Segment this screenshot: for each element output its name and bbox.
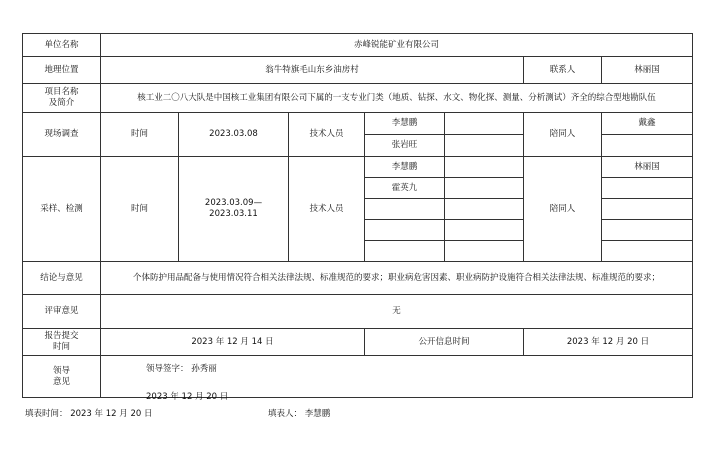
sampling-technician-label: 技术人员 (289, 157, 365, 262)
leader-sign-date: 2023 年 12 月 20 日 (146, 392, 229, 402)
public-info-date: 2023 年 12 月 20 日 (524, 329, 693, 356)
contact-value: 林丽国 (602, 57, 693, 84)
review-value: 无 (101, 295, 693, 329)
conclusion-label: 结论与意见 (23, 262, 101, 295)
leader-opinion-label: 领导 意见 (23, 356, 101, 398)
sampling-companion-2 (602, 178, 693, 199)
public-info-time-label: 公开信息时间 (365, 329, 524, 356)
row-site-survey-1 (23, 113, 693, 135)
record-table (22, 33, 693, 398)
unit-name-value: 赤峰锐能矿业有限公司 (101, 34, 693, 57)
site-technician-blank-2 (445, 135, 524, 157)
site-technician-1: 李慧鹏 (365, 113, 445, 135)
unit-name-label: 单位名称 (23, 34, 101, 57)
sampling-dates: 2023.03.09—2023.03.11 (179, 157, 289, 262)
sampling-label: 采样、检测 (23, 157, 101, 262)
sampling-companion-1: 林丽国 (602, 157, 693, 178)
sampling-technician-3 (365, 199, 445, 220)
site-technician-2: 张岩旺 (365, 135, 445, 157)
project-intro-value: 核工业二〇八大队是中国核工业集团有限公司下属的一支专业门类（地质、钻探、水文、物化探、测量、分析测试）齐全的综合型地勘队伍 (101, 84, 693, 113)
sampling-companion-4 (602, 220, 693, 241)
sampling-companion-label: 陪同人 (524, 157, 602, 262)
sampling-technician-1: 李慧鹏 (365, 157, 445, 178)
row-project (23, 84, 693, 113)
site-companion-2 (602, 135, 693, 157)
row-review (23, 295, 693, 329)
report-submit-date: 2023 年 12 月 14 日 (101, 329, 365, 356)
site-survey-date: 2023.03.08 (179, 113, 289, 157)
sampling-blank-1 (445, 157, 524, 178)
sampling-technician-5 (365, 241, 445, 262)
sampling-blank-5 (445, 241, 524, 262)
site-companion-1: 戴鑫 (602, 113, 693, 135)
project-name-label: 项目名称 及简介 (23, 84, 101, 113)
sampling-technician-4 (365, 220, 445, 241)
report-submit-time-label: 报告提交 时间 (23, 329, 101, 356)
review-label: 评审意见 (23, 295, 101, 329)
leader-signature: 领导签字： 孙秀丽 (146, 364, 217, 374)
row-report-time (23, 329, 693, 356)
row-conclusion (23, 262, 693, 295)
sampling-companion-3 (602, 199, 693, 220)
sampling-blank-4 (445, 220, 524, 241)
filler: 填表人： 李慧鹏 (268, 409, 331, 419)
row-location (23, 57, 693, 84)
site-survey-technician-label: 技术人员 (289, 113, 365, 157)
sampling-blank-2 (445, 178, 524, 199)
contact-label: 联系人 (524, 57, 602, 84)
sampling-time-label: 时间 (101, 157, 179, 262)
location-value: 翁牛特旗毛山东乡油房村 (101, 57, 524, 84)
row-leader (23, 356, 693, 398)
conclusion-value: 个体防护用品配备与使用情况符合相关法律法规、标准规范的要求；职业病危害因素、职业病防护设施符合相关法律法规、标准规范的要求； (101, 262, 693, 295)
sampling-blank-3 (445, 199, 524, 220)
fill-time: 填表时间： 2023 年 12 月 20 日 (25, 409, 153, 419)
sampling-technician-2: 霍英九 (365, 178, 445, 199)
site-technician-blank-1 (445, 113, 524, 135)
site-survey-companion-label: 陪同人 (524, 113, 602, 157)
sampling-companion-5 (602, 241, 693, 262)
site-survey-time-label: 时间 (101, 113, 179, 157)
location-label: 地理位置 (23, 57, 101, 84)
site-survey-label: 现场调查 (23, 113, 101, 157)
row-sampling-1 (23, 157, 693, 178)
row-unit-name (23, 34, 693, 57)
